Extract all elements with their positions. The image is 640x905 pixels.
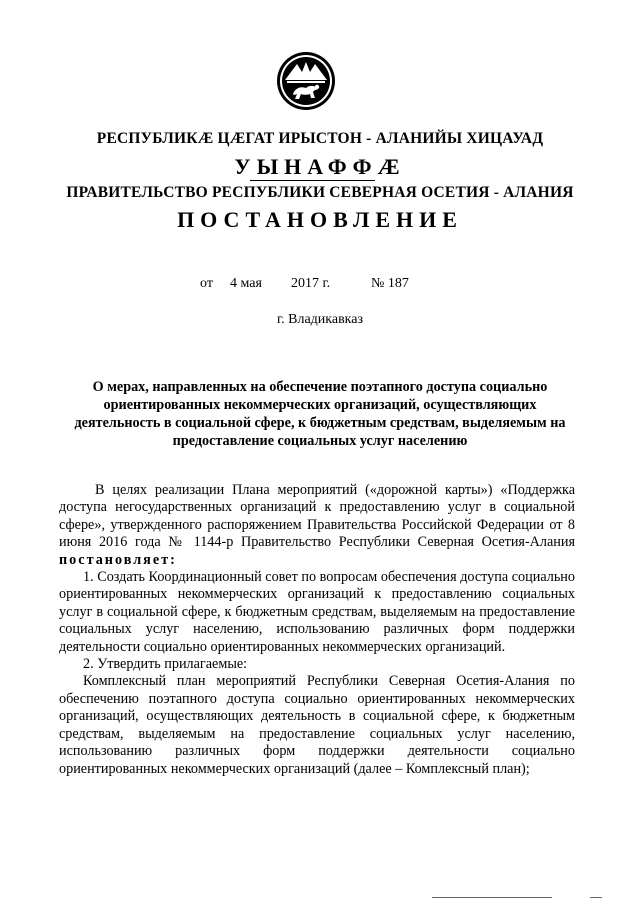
coat-of-arms-icon [275, 50, 337, 112]
header-government: ПРАВИТЕЛЬСТВО РЕСПУБЛИКИ СЕВЕРНАЯ ОСЕТИЯ - АЛАНИЯ [66, 184, 574, 201]
footer-mark-small [590, 897, 602, 898]
document-number: № 187 [371, 276, 409, 291]
date-year: 2017 г. [291, 276, 331, 291]
intro-paragraph [59, 482, 575, 569]
document-body [59, 482, 575, 778]
header-ossetian-republic: РЕСПУБЛИКӔ ЦӔГАТ ИРЫСТОН - АЛАНИЙЫ ХИЦАУАД [96, 130, 544, 147]
header-decree: ПОСТАНОВЛЕНИЕ [177, 207, 463, 232]
city: г. Владикавказ [276, 312, 364, 327]
footer-mark [432, 897, 552, 898]
date-day-month: 4 мая [230, 276, 262, 291]
header-ossetian-decree: УЫНАФФӔ [234, 154, 406, 179]
intro-text: В целях реализации Плана мероприятий («дорожной карты») «Поддержка доступа негосударственных организаций к предоставлению услуг в социальной сфере», утвержденного распоряжением Правительства Российской Федерации от 8 июня 2016 года № 1144-р Правительство Республики Северная Осетия-Алания [59, 482, 575, 551]
item-1: 1. Создать Координационный совет по вопросам обеспечения доступа социально ориентированных некоммерческих организаций к предоставлению социальных услуг в социальной сфере, к бюджетным средствам, выделяемым на предоставление социальных услуг населению, использованию различных форм поддержки деятельности социально ориентированных некоммерческих организаций. [59, 569, 575, 655]
intro-decrees: постановляет: [59, 551, 177, 568]
header-divider [250, 180, 375, 181]
item-2-sub: Комплексный план мероприятий Республики Северная Осетия-Алания по обеспечению поэтапного доступа социально ориентированных некоммерческих организаций, осуществляющих деятельность в социальной сфере, к бюджетным средствам, выделяемым на предоставление социальных услуг населению, использованию различных форм поддержки деятельности социально ориентированных некоммерческих организаций (далее – Комплексный план); [59, 673, 575, 777]
date-prefix: от [200, 276, 213, 291]
document-title: О мерах, направленных на обеспечение поэтапного доступа социально ориентированных некоммерческих организаций, осуществляющих деятельность в социальной сфере, к бюджетным средствам, выделяемым на предоставление социальных услуг населению [74, 379, 566, 449]
item-2: 2. Утвердить прилагаемые: [83, 656, 248, 673]
